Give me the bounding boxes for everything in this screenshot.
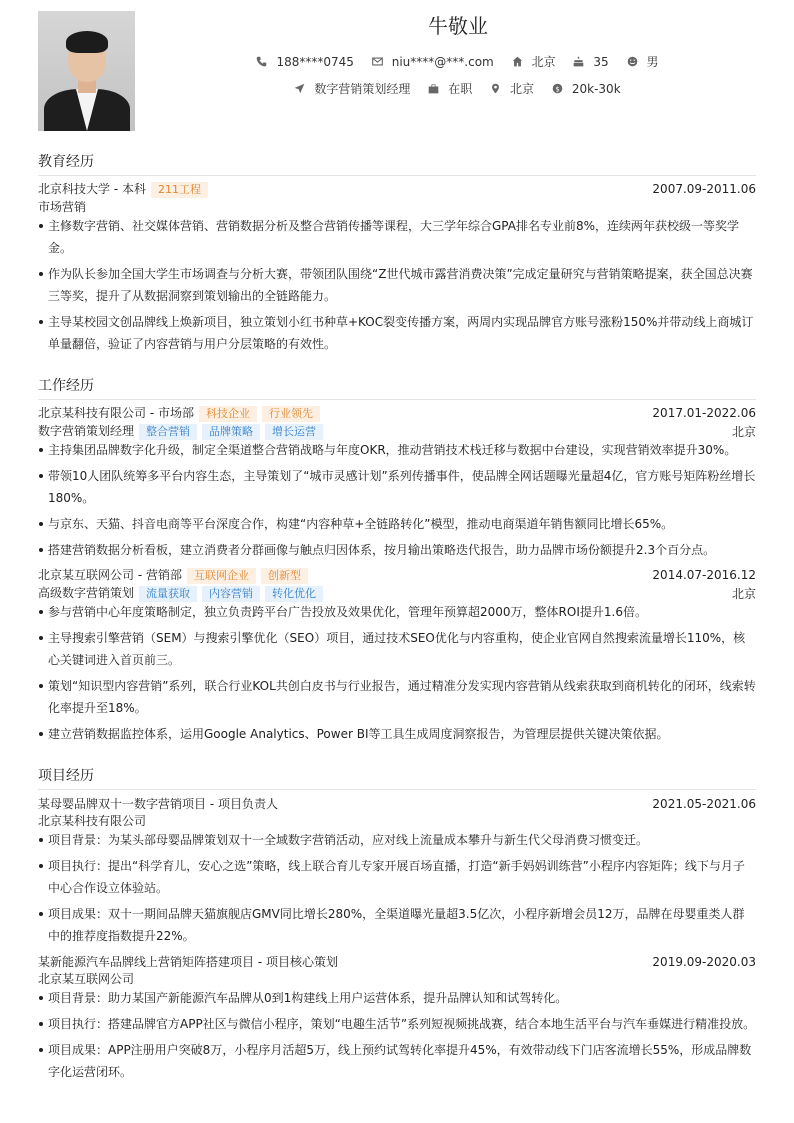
project-bullet: 项目背景：为某头部母婴品牌策划双十一全域数字营销活动，应对线上流量成本攀升与新生代父母消费习惯变迁。: [38, 829, 756, 851]
project-bullet: 项目执行：提出“科学育儿，安心之选”策略，线上联合育儿专家开展百场直播，打造“新手妈妈训练营”小程序内容矩阵；线下与月子中心合作设立体验站。: [38, 855, 756, 899]
phone-item: [256, 55, 353, 69]
salary-item: [552, 82, 621, 96]
project-dates: 2019.09-2020.03: [652, 954, 756, 969]
email-text: niu****@***.com: [391, 54, 494, 69]
skill-tag: 增长运营: [265, 424, 323, 440]
skill-tag: 整合营销: [139, 424, 197, 440]
status-text: 在职: [448, 82, 473, 96]
job-dates: 2017.01-2022.06: [652, 406, 756, 420]
status-item: [428, 80, 472, 97]
mail-icon: [372, 56, 383, 67]
education-section-title: 教育经历: [38, 151, 756, 176]
school-degree: 北京科技大学 - 本科: [38, 182, 146, 196]
money-icon: [552, 83, 563, 94]
age-item: [573, 55, 608, 69]
project-bullet: 项目执行：搭建品牌官方APP社区与微信小程序，策划“电趣生活节”系列短视频挑战赛，结合本地生活平台与汽车垂媒进行精准投放。: [38, 1013, 756, 1035]
project-bullet: 项目成果：APP注册用户突破8万，小程序月活超5万，线上预约试驾转化率提升45%，有效带动线下门店客流增长55%，形成品牌数字化运营闭环。: [38, 1039, 756, 1083]
home-icon: [512, 56, 523, 67]
job-bullet: 建立营销数据监控体系，运用Google Analytics、Power BI等工具生成周度洞察报告，为管理层提供关键决策依据。: [38, 723, 756, 745]
job-bullet: 策划“知识型内容营销”系列，联合行业KOL共创白皮书与行业报告，通过精准分发实现内容营销从线索获取到商机转化的闭环，线索转化率提升至18%。: [38, 675, 756, 719]
age-text: 35: [593, 54, 609, 69]
skill-tag: 转化优化: [265, 586, 323, 602]
target-city-text: 北京: [510, 82, 535, 96]
job-title-row: [38, 422, 756, 440]
job-header: [38, 566, 756, 584]
school-tag: 211工程: [151, 182, 208, 198]
skill-tag: 内容营销: [202, 586, 260, 602]
education-header: [38, 180, 756, 198]
job-bullet: 主持集团品牌数字化升级，制定全渠道整合营销战略与年度OKR，推动营销技术栈迁移与数据中台建设，实现营销效率提升30%。: [38, 439, 756, 461]
project-bullet: 项目背景：助力某国产新能源汽车品牌从0到1构建线上用户运营体系，提升品牌认知和试驾转化。: [38, 987, 756, 1009]
job-bullet: 搭建营销数据分析看板，建立消费者分群画像与触点归因体系，按月输出策略迭代报告，助力品牌市场份额提升2.3个百分点。: [38, 539, 756, 561]
projects-section-title: 项目经历: [38, 765, 756, 790]
education-dates: 2007.09-2011.06: [652, 182, 756, 196]
project-name: 某新能源汽车品牌线上营销矩阵搭建项目 - 项目核心策划: [38, 955, 338, 969]
major-text: 市场营销: [38, 200, 87, 214]
skill-tag: 品牌策略: [202, 424, 260, 440]
cake-icon: [573, 56, 584, 67]
project-header: [38, 953, 756, 970]
target-city-item: [490, 80, 534, 97]
education-bullet: 主导某校园文创品牌线上焕新项目，独立策划小红书种草+KOC裂变传播方案，两周内实现品牌官方账号涨粉150%并带动线上商城订单量翻倍，验证了内容营销与用户分层策略的有效性。: [38, 311, 756, 355]
city-item: [512, 53, 556, 70]
smile-icon: [627, 56, 638, 67]
work-section-title: 工作经历: [38, 375, 756, 400]
company-tag: 行业领先: [262, 406, 320, 422]
project-company-row: [38, 812, 756, 829]
project-company: 北京某互联网公司: [38, 972, 135, 986]
job-header: [38, 404, 756, 422]
job-dates: 2014.07-2016.12: [652, 568, 756, 582]
education-major: [38, 198, 756, 215]
project-header: [38, 795, 756, 812]
gender-text: 男: [646, 55, 659, 69]
job-location: 北京: [731, 586, 756, 601]
job-bullet: 带领10人团队统筹多平台内容生态，主导策划了“城市灵感计划”系列传播事件，使品牌全网话题曝光量超4亿，官方账号矩阵粉丝增长180%。: [38, 465, 756, 509]
project-name: 某母婴品牌双十一数字营销项目 - 项目负责人: [38, 797, 278, 811]
phone-icon: [256, 56, 267, 67]
gender-item: [627, 53, 659, 70]
location-pin-icon: [490, 83, 501, 94]
education-bullet: 作为队长参加全国大学生市场调查与分析大赛，带领团队围绕“Z世代城市露营消费决策”完成定量研究与营销策略提案，获全国总决赛三等奖，提升了从数据洞察到策划输出的全链路能力。: [38, 263, 756, 307]
job-title-row: [38, 584, 756, 602]
job-intent-row: [135, 80, 780, 97]
project-bullet: 项目成果：双十一期间品牌天猫旗舰店GMV同比增长280%，全渠道曝光量超3.5亿次，小程序新增会员12万，品牌在母婴重类人群中的推荐度指数提升22%。: [38, 903, 756, 947]
job-company: 北京某科技有限公司 - 市场部: [38, 406, 194, 420]
svg-text:$: $: [555, 85, 560, 94]
job-bullet: 参与营销中心年度策略制定，独立负责跨平台广告投放及效果优化，管理年预算超2000万，整体ROI提升1.6倍。: [38, 601, 756, 623]
job-company: 北京某互联网公司 - 营销部: [38, 568, 182, 582]
company-tag: 科技企业: [199, 406, 257, 422]
education-bullet: 主修数字营销、社交媒体营销、营销数据分析及整合营销传播等课程，大三学年综合GPA排名专业前8%，连续两年获校级一等奖学金。: [38, 215, 756, 259]
send-icon: [294, 83, 305, 94]
briefcase-icon: [428, 83, 439, 94]
skill-tag: 流量获取: [139, 586, 197, 602]
project-company: 北京某科技有限公司: [38, 814, 147, 828]
email-item: [372, 55, 494, 69]
company-tag: 创新型: [261, 568, 308, 584]
job-location: 北京: [731, 424, 756, 439]
city-text: 北京: [531, 55, 556, 69]
target-position-text: 数字营销策划经理: [314, 82, 411, 96]
salary-text: 20k-30k: [571, 81, 621, 96]
project-dates: 2021.05-2021.06: [652, 796, 756, 811]
contact-row: [135, 53, 780, 70]
candidate-name: 牛敬业: [428, 14, 488, 38]
job-bullet: 主导搜索引擎营销（SEM）与搜索引擎优化（SEO）项目，通过技术SEO优化与内容重构，使企业官网自然搜索流量增长110%，核心关键词进入首页前三。: [38, 627, 756, 671]
target-position-item: [294, 80, 410, 97]
job-title: 数字营销策划经理: [38, 424, 135, 438]
job-title: 高级数字营销策划: [38, 586, 135, 600]
project-company-row: [38, 970, 756, 987]
job-bullet: 与京东、天猫、抖音电商等平台深度合作，构建“内容种草+全链路转化”模型，推动电商渠道年销售额同比增长65%。: [38, 513, 756, 535]
company-tag: 互联网企业: [187, 568, 256, 584]
phone-text: 188****0745: [276, 54, 354, 69]
